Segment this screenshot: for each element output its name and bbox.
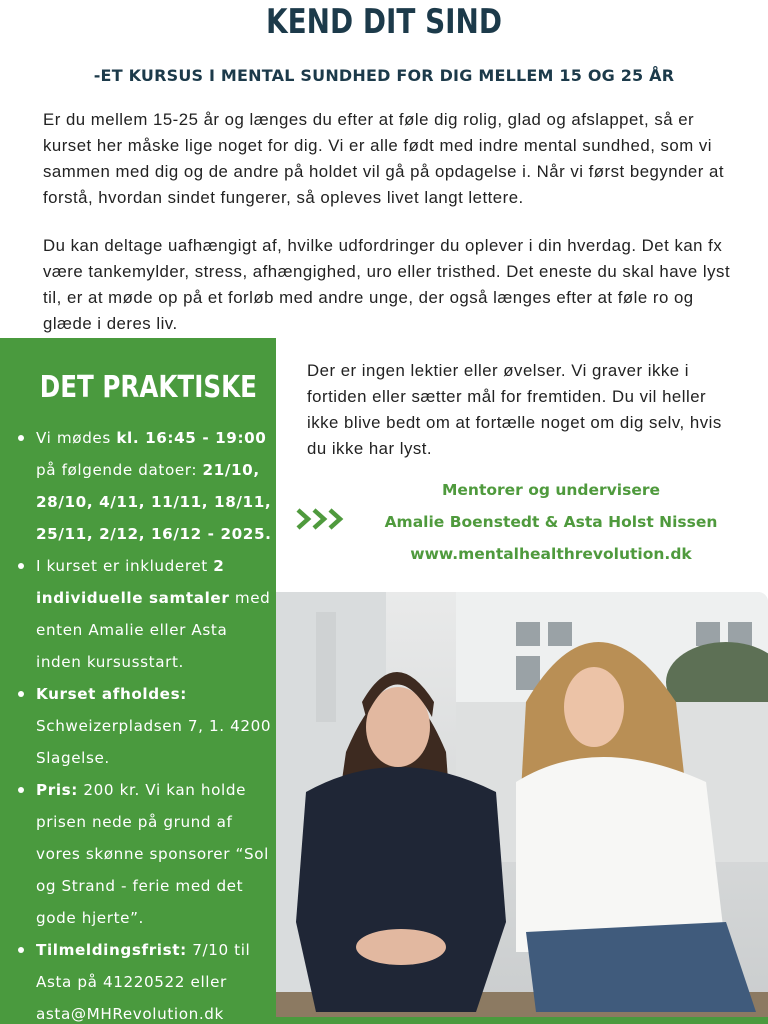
practical-item-sessions: [18, 550, 274, 678]
item-text: på følgende datoer:: [36, 461, 203, 479]
page-subtitle: -ET KURSUS I MENTAL SUNDHED FOR DIG MELLEM 15 OG 25 ÅR: [93, 66, 675, 85]
mentors-names: Amalie Boenstedt & Asta Holst Nissen: [384, 513, 718, 531]
mentors-block: [356, 474, 746, 570]
item-text: 7/10 til Asta på 41220522 eller asta@MHRevolution.dk: [36, 941, 251, 1023]
bullet-icon: [18, 787, 24, 793]
item-text: Vi mødes: [36, 429, 117, 447]
item-text: I kurset er inkluderet: [36, 557, 214, 575]
bottom-accent-bar: [276, 1017, 768, 1024]
practical-title: DET PRAKTISKE: [39, 370, 257, 405]
item-bold: Pris:: [36, 781, 78, 799]
no-homework-paragraph: Der er ingen lektier eller øvelser. Vi graver ikke i fortiden eller sætter mål for fremtiden. Du vil heller ikke blive bedt om at fortælle noget om dig selv, hvis du ikke har lyst.: [307, 361, 722, 458]
mentors-photo-illustration: [276, 592, 768, 1024]
mentors-label: Mentorer og undervisere: [442, 481, 660, 499]
website-link[interactable]: www.mentalhealthrevolution.dk: [410, 545, 692, 563]
page-title: KEND DIT SIND: [265, 2, 503, 42]
item-bold: 2 individuelle samtaler: [36, 557, 230, 607]
practical-item-location: [18, 678, 274, 774]
practical-item-schedule: [18, 422, 274, 550]
item-text: med enten Amalie eller Asta inden kursusstart.: [36, 589, 271, 671]
item-bold: Kurset afholdes:: [36, 685, 187, 703]
item-text: 200 kr. Vi kan holde prisen nede på grund af vores skønne sponsorer “Sol og Strand - ferie med det gode hjerte”.: [36, 781, 269, 927]
item-bold: kl. 16:45 - 19:00: [116, 429, 267, 447]
bullet-icon: [18, 435, 24, 441]
mentors-photo: [276, 592, 768, 1024]
triple-chevron-right-icon: [296, 504, 348, 534]
bullet-icon: [18, 691, 24, 697]
bullet-icon: [18, 563, 24, 569]
intro-paragraph-1: Er du mellem 15-25 år og længes du efter at føle dig rolig, glad og afslappet, så er kurset her måske lige noget for dig. Vi er alle født med indre mental sundhed, som vi sammen med dig og de andre på holdet vil gå på opdagelse i. Når vi først begynder at forstå, hvordan sindet fungerer, så opleves livet langt lettere.: [43, 110, 724, 207]
item-text: Schweizerpladsen 7, 1. 4200 Slagelse.: [36, 717, 272, 767]
practical-item-price: [18, 774, 274, 934]
item-bold: Tilmeldingsfrist:: [36, 941, 187, 959]
intro-paragraph-2: Du kan deltage uafhængigt af, hvilke udfordringer du oplever i din hverdag. Det kan fx være tankemylder, stress, afhængighed, uro eller tristhed. Det eneste du skal have lyst til, er at møde op på et forløb med andre unge, der også længes efter at føle ro og glæde i deres liv.: [43, 236, 731, 333]
bullet-icon: [18, 947, 24, 953]
practical-list: [18, 422, 274, 1024]
practical-item-deadline: [18, 934, 274, 1024]
item-bold: 21/10, 28/10, 4/11, 11/11, 18/11, 25/11, 2/12, 16/12 - 2025.: [36, 461, 272, 543]
